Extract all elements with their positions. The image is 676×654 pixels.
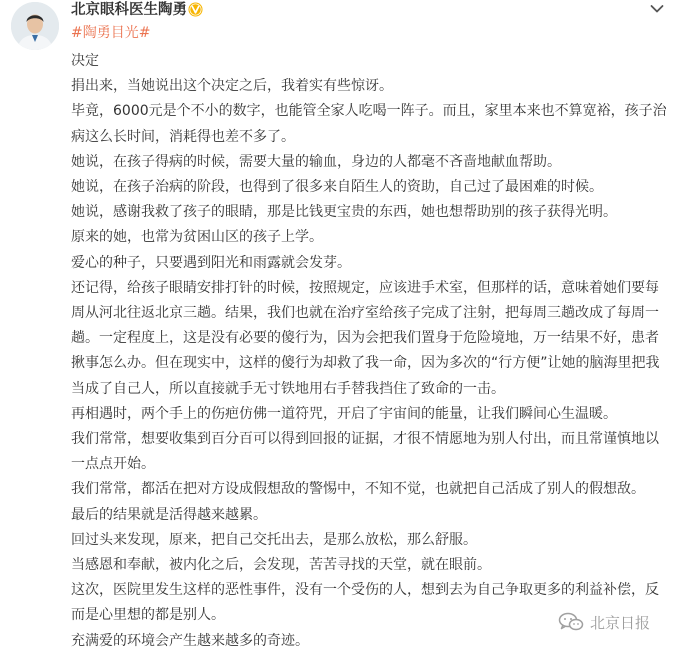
author-avatar[interactable] [11, 2, 59, 50]
post-line: 最后的结果就是活得越来越累。 [71, 506, 267, 523]
post-line: 再相遇时，两个手上的伤疤仿佛一道符咒，开启了宇宙间的能量，让我们瞬间心生温暖。 [71, 405, 617, 422]
post-line: 决定 [71, 53, 99, 69]
post-line: 毕竟，6000元是个不小的数字，也能管全家人吃喝一阵子。而且，家里本来也不算宽裕，孩子治 [71, 103, 667, 120]
post-line: 这次，医院里发生这样的恶性事件，没有一个受伤的人，想到去为自己争取更多的利益补偿，反 [71, 582, 659, 599]
watermark-text: 北京日报 [590, 613, 651, 632]
post-line: 爱心的种子，只要遇到阳光和雨露就会发芽。 [71, 254, 351, 271]
post-content [71, 49, 671, 654]
post-line: 她说，在孩子治病的阶段，也得到了很多来自陌生人的资助，自己过了最困难的时候。 [71, 179, 603, 196]
post-line: 周从河北往返北京三趟。结果，我们也就在治疗室给孩子完成了注射，把每周三趟改成了每周一 [71, 305, 659, 322]
post-line: 她说，感谢我救了孩子的眼睛，那是比钱更宝贵的东西，她也想帮助别的孩子获得光明。 [71, 204, 617, 221]
post-line: 充满爱的环境会产生越来越多的奇迹。 [71, 632, 309, 649]
post-line: 我们常常，都活在把对方设成假想敌的警惕中，不知不觉，也就把自己活成了别人的假想敌。 [71, 481, 645, 498]
post-line: 一点点开始。 [71, 456, 155, 473]
post-line: 而是心里想的都是别人。 [71, 607, 225, 624]
post-line: 当感恩和奉献，被内化之后，会发现，苦苦寻找的天堂，就在眼前。 [71, 557, 491, 574]
hashtag-link[interactable]: #陶勇目光# [71, 25, 151, 41]
post-line: 病这么长时间，消耗得也差不多了。 [71, 128, 295, 145]
post-line: 趟。一定程度上，这是没有必要的傻行为，因为会把我们置身于危险境地，万一结果不好，患者 [71, 330, 659, 347]
post-line: 当成了自己人，所以直接就手无寸铁地用右手替我挡住了致命的一击。 [71, 380, 505, 397]
source-watermark [558, 610, 650, 634]
author-name[interactable]: 北京眼科医生陶勇 [71, 2, 187, 18]
post-line: 我们常常，想要收集到百分百可以得到回报的证据，才很不情愿地为别人付出，而且常谨慎地以 [71, 431, 659, 448]
post-line: 她说，在孩子得病的时候，需要大量的输血，身边的人都毫不吝啬地献血帮助。 [71, 153, 561, 170]
post-line: 回过头来发现，原来，把自己交托出去，是那么放松，那么舒服。 [71, 531, 477, 548]
more-options-chevron-icon[interactable] [650, 4, 664, 14]
post-line: 还记得，给孩子眼睛安排打针的时候，按照规定，应该进手术室，但那样的话，意味着她们要每 [71, 279, 659, 296]
wechat-bubble-icon [558, 612, 584, 632]
doctor-avatar-icon [11, 2, 59, 50]
post-line: 捐出来，当她说出这个决定之后，我着实有些惊讶。 [71, 78, 393, 95]
post-line: 揪事怎么办。但在现实中，这样的傻行为却救了我一命，因为多次的“行方便”让她的脑海里把我 [71, 355, 660, 372]
verified-badge-icon [188, 2, 203, 17]
post-line: 原来的她，也常为贫困山区的孩子上学。 [71, 229, 323, 246]
